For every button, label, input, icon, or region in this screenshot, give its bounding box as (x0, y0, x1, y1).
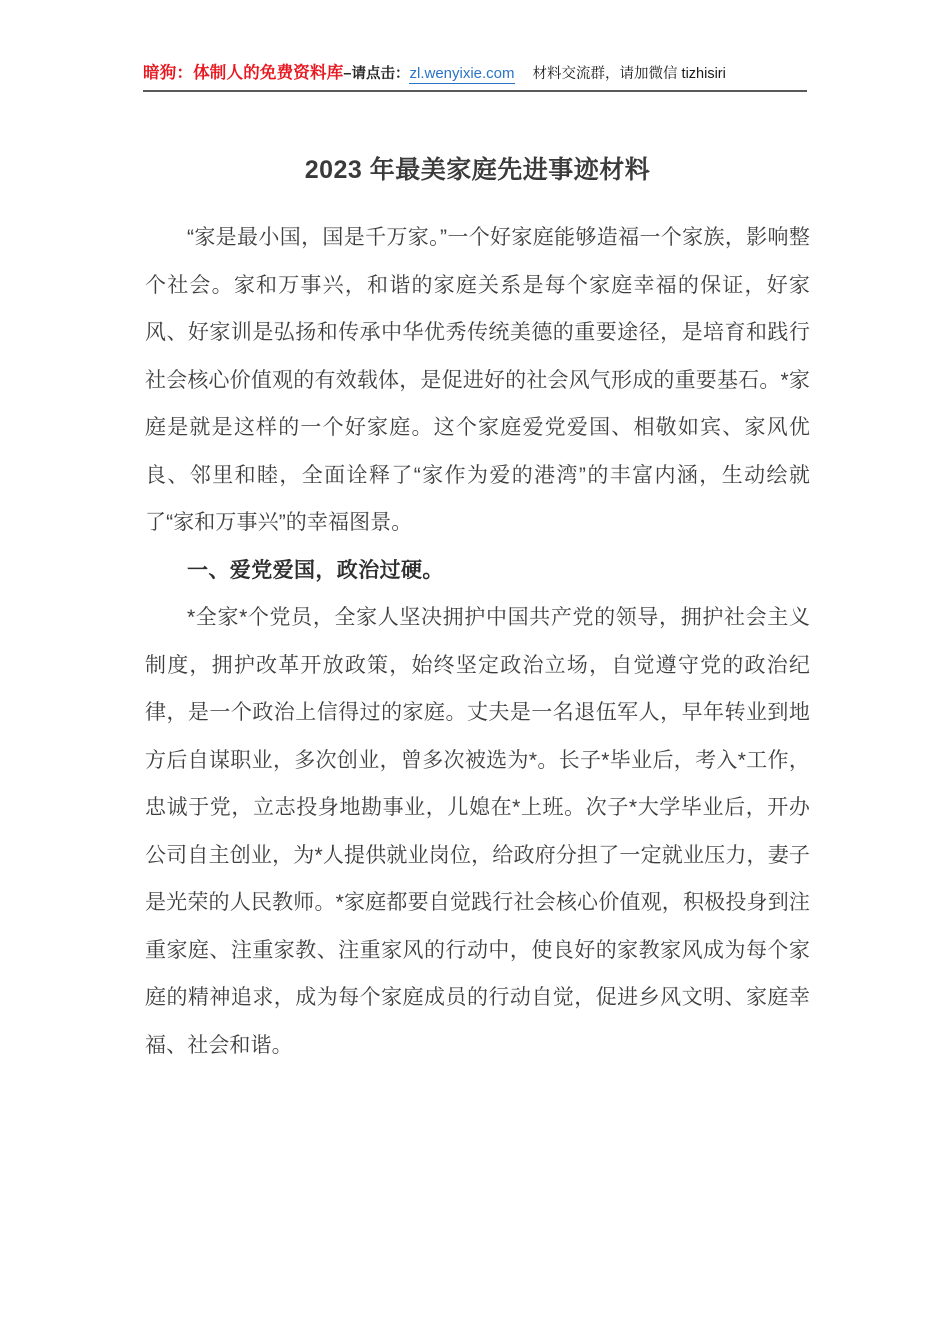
page-title: 2023 年最美家庭先进事迹材料 (304, 156, 651, 184)
promo-click-prompt: –请点击： (343, 66, 410, 82)
section-heading: 一、爱党爱国，政治过硬。 (187, 558, 444, 582)
promo-brand-text: 暗狗：体制人的免费资料库 (143, 64, 344, 82)
promo-site-link[interactable]: zl.wenyixie.com (409, 65, 515, 82)
body-paragraph: “家是最小国，国是千万家。”一个好家庭能够造福一个家族，影响整个社会。家和万事兴，和谐的家庭关系是每个家庭幸福的保证，好家风、好家训是弘扬和传承中华优秀传统美德的重要途径，是培育和践行社会核心价值观的有效载体，是促进好的社会风气形成的重要基石。*家庭是就是这样的一个好家庭。这个家庭爱党爱国、相敬如宾、家风优良、邻里和睦，全面诠释了“家作为爱的港湾”的丰富内涵，生动绘就了“家和万事兴”的幸福图景。 (145, 226, 810, 534)
body-paragraph: *全家*个党员，全家人坚决拥护中国共产党的领导，拥护社会主义制度，拥护改革开放政策，始终坚定政治立场，自觉遵守党的政治纪律，是一个政治上信得过的家庭。丈夫是一名退伍军人，早年转业到地方后自谋职业，多次创业，曾多次被选为*。长子*毕业后，考入*工作，忠诚于党，立志投身地勘事业，儿媳在*上班。次子*大学毕业后，开办公司自主创业，为*人提供就业岗位，给政府分担了一定就业压力，妻子是光荣的人民教师。*家庭都要自觉践行社会核心价值观，积极投身到注重家庭、注重家教、注重家风的行动中，使良好的家教家风成为每个家庭的精神追求，成为每个家庭成员的行动自觉，促进乡风文明、家庭幸福、社会和谐。 (145, 606, 810, 1057)
promo-header-banner (143, 58, 807, 94)
document-body (145, 148, 810, 1069)
promo-wechat-text: 材料交流群，请加微信 tizhisiri (532, 66, 726, 82)
document-blocks (145, 214, 810, 1069)
header-divider-rule (143, 90, 807, 92)
